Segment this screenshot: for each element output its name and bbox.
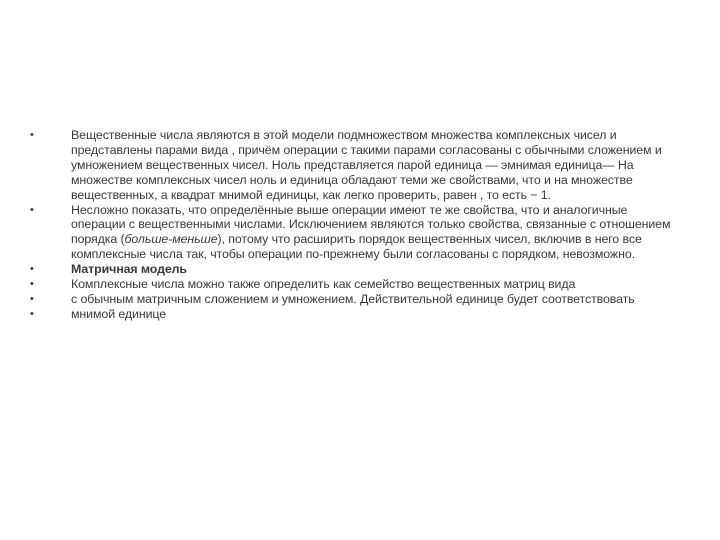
bullet-dot-icon: • <box>30 307 34 320</box>
bullet-dot-icon: • <box>30 203 34 216</box>
bullet-text: Вещественные числа являются в этой модели подмножеством множества комплексных чисел и представлены парами вида , причём операции с такими парами согласованы с обычными сложением и умножением вещественных чисел. Ноль представляется парой единица — эмнимая единица— На множестве комплексных чисел ноль и единица обладают теми же свойствами, что и на множестве вещественных, а квадрат мнимой единицы, как легко проверить, равен , то есть − 1. <box>71 128 662 202</box>
bullet-list <box>30 128 685 322</box>
bullet-text: Комплексные числа можно также определить как семейство вещественных матриц вида <box>71 277 576 292</box>
bullet-dot-icon: • <box>30 129 34 141</box>
bullet-item-real-numbers <box>30 128 685 203</box>
section-heading: Матричная модель <box>71 262 187 277</box>
bullet-dot-icon: • <box>30 278 34 291</box>
bullet-item-matrix-operations <box>30 292 685 307</box>
bullet-dot-icon: • <box>30 263 34 276</box>
bullet-text <box>71 203 685 263</box>
bullet-text-part: ), потому что расширить порядок вещественных чисел, включив в него все комплексные числа так, чтобы операции по-прежнему были согласованы с порядком, невозможно. <box>71 232 642 262</box>
bullet-dot-icon: • <box>30 292 34 305</box>
bullet-item-matrix-model-heading <box>30 262 685 277</box>
bullet-item-operations-properties <box>30 203 685 263</box>
bullet-text: мнимой единице <box>71 306 167 321</box>
bullet-item-imaginary-unit <box>30 307 685 322</box>
bullet-text: с обычным матричным сложением и умножением. Действительной единице будет соответствовать <box>71 291 635 306</box>
bullet-item-matrix-family <box>30 277 685 292</box>
bullet-text-italic: больше-меньше <box>124 232 218 247</box>
bullet-text-part: Несложно показать, что определённые выше операции имеют те же свойства, что и аналогичные операции с вещественными числами. Исключением являются только свойства, связанные с отношением порядка ( <box>71 202 671 247</box>
